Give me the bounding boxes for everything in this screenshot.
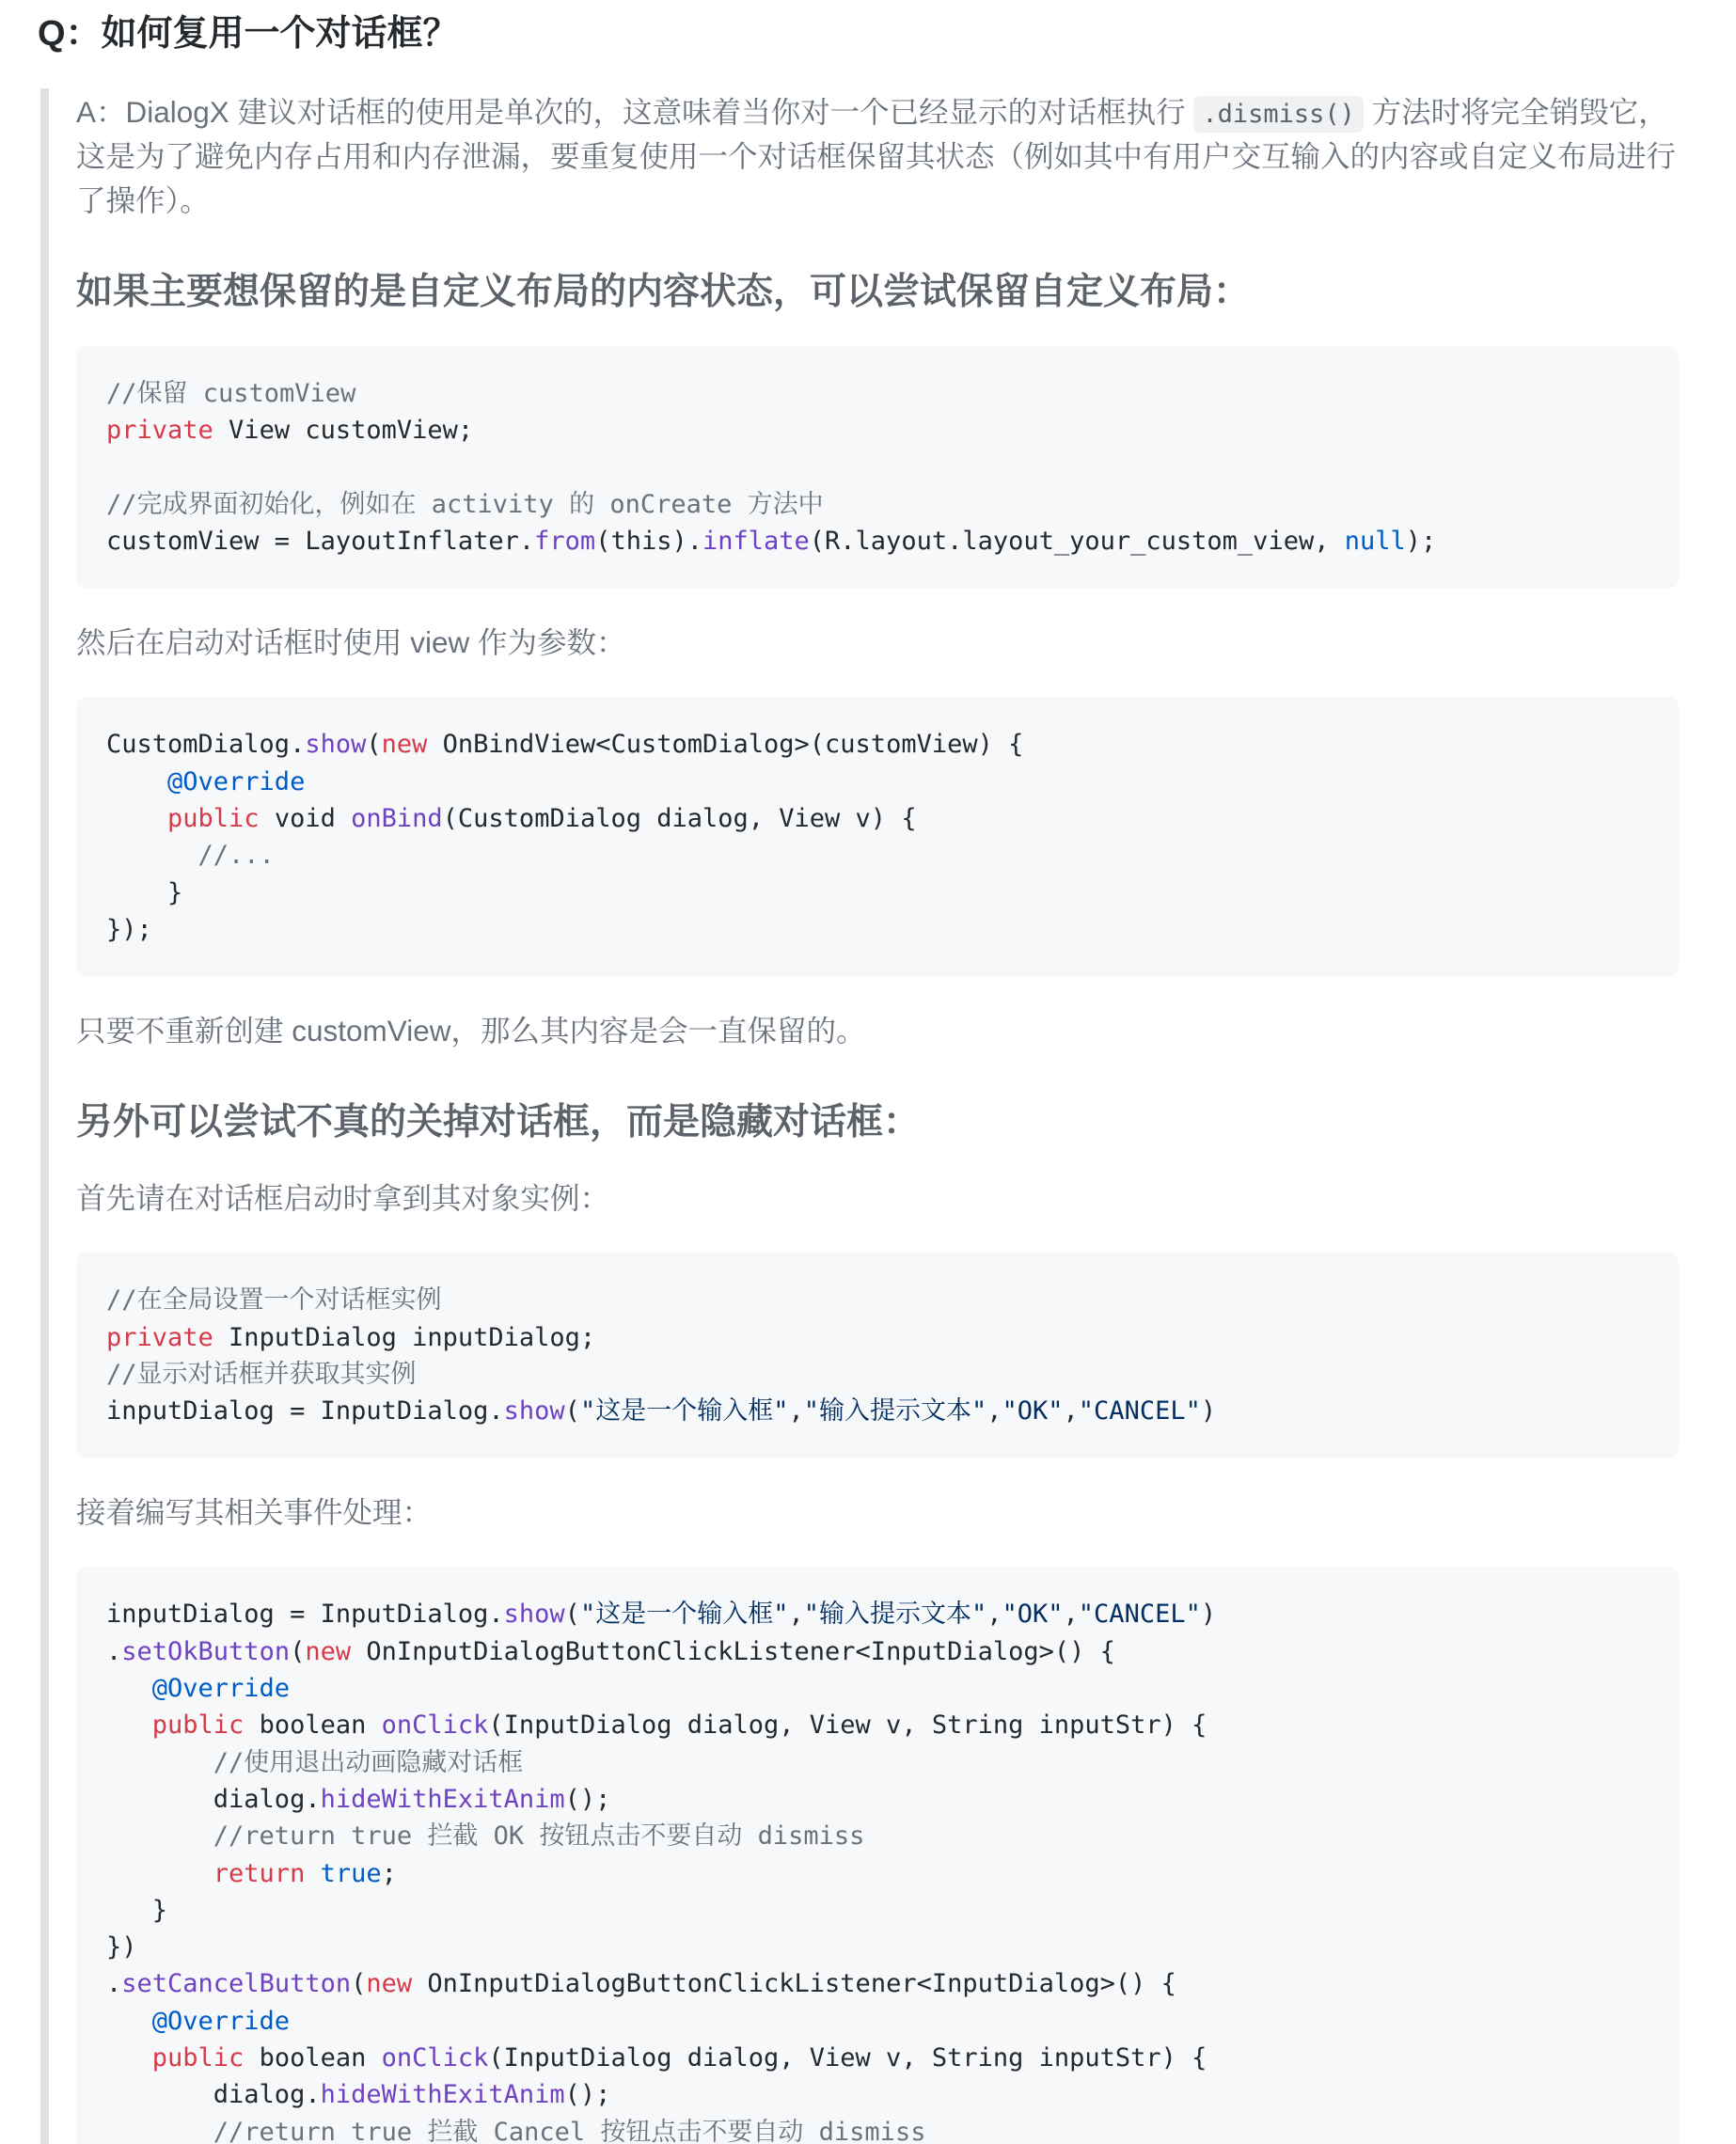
code-token: OnInputDialogButtonClickListener<InputDialog>() { <box>412 1969 1176 1999</box>
code-token: inputDialog = InputDialog. <box>106 1396 504 1427</box>
code-token: hideWithExitAnim <box>320 1784 565 1814</box>
paragraph-show-with-view: 然后在启动对话框时使用 view 作为参数： <box>76 625 626 660</box>
paragraph-event-handling: 接着编写其相关事件处理： <box>76 1495 433 1530</box>
code-content <box>106 375 1649 560</box>
code-line <box>106 875 1649 911</box>
code-token: customView = LayoutInflater. <box>106 527 535 557</box>
code-line <box>106 2003 1649 2040</box>
paragraph-keep-custom-view: 只要不重新创建 customView，那么其内容是会一直保留的。 <box>76 1014 866 1048</box>
code-line <box>106 1744 1649 1781</box>
code-token: //使用退出动画隐藏对话框 <box>106 1747 524 1777</box>
code-token: show <box>305 730 367 760</box>
code-token: "OK" <box>1002 1600 1064 1630</box>
code-token: "这是一个输入框" <box>579 1600 789 1630</box>
code-token: onClick <box>381 2043 489 2073</box>
code-token: , <box>788 1600 804 1630</box>
code-line <box>106 1855 1649 1892</box>
code-line <box>106 1892 1649 1929</box>
code-token: //显示对话框并获取其实例 <box>106 1359 417 1389</box>
code-content <box>106 1282 1649 1429</box>
intro-text-after: 方法时将完全销毁它，这是为了避免内存占用和内存泄漏，要重复使用一个对话框保留其状态（例如其中有用户交互输入的内容或自定义布局进行了操作）。 <box>76 95 1677 217</box>
code-token: (); <box>564 2080 611 2110</box>
intro-text-before: A：DialogX 建议对话框的使用是单次的，这意味着当你对一个已经显示的对话框执行 <box>76 95 1194 129</box>
code-token: , <box>986 1396 1002 1427</box>
code-token: null <box>1344 527 1406 557</box>
code-token: setCancelButton <box>121 1969 352 1999</box>
section-heading-keep-custom-view: 如果主要想保留的是自定义布局的内容状态，可以尝试保留自定义布局： <box>76 272 1251 312</box>
code-token: } <box>106 877 183 907</box>
code-token: , <box>1063 1396 1079 1427</box>
code-token: InputDialog inputDialog; <box>213 1322 596 1352</box>
code-token: @Override <box>106 766 306 796</box>
code-token: show <box>503 1600 565 1630</box>
answer-blockquote <box>40 88 1679 2144</box>
code-token: boolean <box>244 1710 382 1741</box>
code-token: (CustomDialog dialog, View v) { <box>442 804 917 834</box>
code-token: , <box>788 1396 804 1427</box>
code-line <box>106 2076 1649 2113</box>
code-line <box>106 764 1649 800</box>
code-token: boolean <box>244 2043 382 2073</box>
code-token: //完成界面初始化，例如在 activity 的 onCreate 方法中 <box>106 489 824 519</box>
code-token: . <box>106 1969 122 1999</box>
code-token: //return true 拦截 OK 按钮点击不要自动 dismiss <box>106 1821 865 1852</box>
code-line <box>106 1393 1649 1429</box>
code-token: @Override <box>106 1674 291 1704</box>
code-token: from <box>534 527 596 557</box>
code-token: ( <box>564 1396 580 1427</box>
code-token: , <box>986 1600 1002 1630</box>
code-token: (InputDialog dialog, View v, String inputStr) { <box>488 1710 1207 1741</box>
code-token: hideWithExitAnim <box>320 2080 565 2110</box>
code-content <box>106 726 1649 948</box>
code-token: , <box>1063 1600 1079 1630</box>
code-token: new <box>305 1636 352 1666</box>
code-line <box>106 911 1649 948</box>
section-heading-hide-dialog: 另外可以尝试不真的关掉对话框，而是隐藏对话框： <box>76 1102 921 1143</box>
code-line <box>106 2040 1649 2076</box>
code-block-input-dialog-instance <box>76 1253 1679 1458</box>
code-token: ( <box>290 1636 306 1666</box>
paragraph-get-instance: 首先请在对话框启动时拿到其对象实例： <box>76 1181 610 1216</box>
code-line <box>106 1818 1649 1854</box>
code-block-input-dialog-events <box>76 1567 1679 2144</box>
code-line <box>106 412 1649 449</box>
code-token: dialog. <box>106 2080 321 2110</box>
code-token: public <box>106 2043 245 2073</box>
code-block-show-with-view <box>76 697 1679 977</box>
code-token: (); <box>564 1784 611 1814</box>
code-token: "这是一个输入框" <box>579 1396 789 1427</box>
code-token: new <box>381 730 428 760</box>
code-token: private <box>106 1322 213 1352</box>
code-token: "OK" <box>1002 1396 1064 1427</box>
code-token: ( <box>564 1600 580 1630</box>
code-line <box>106 523 1649 560</box>
code-line <box>106 449 1649 486</box>
code-token: (this). <box>595 527 702 557</box>
code-line <box>106 1356 1649 1393</box>
code-token: void <box>259 804 352 834</box>
code-token: ; <box>381 1858 397 1888</box>
code-token: onBind <box>351 804 443 834</box>
code-token: //return true 拦截 Cancel 按钮点击不要自动 dismiss <box>106 2117 926 2144</box>
code-token: "CANCEL" <box>1078 1396 1201 1427</box>
code-token: //保留 customView <box>106 379 356 408</box>
code-line <box>106 1596 1649 1632</box>
code-token: true <box>305 1858 382 1888</box>
code-line <box>106 800 1649 837</box>
code-line <box>106 726 1649 763</box>
code-line <box>106 1929 1649 1965</box>
code-line <box>106 837 1649 874</box>
code-token: "输入提示文本" <box>803 1396 987 1427</box>
code-token: OnBindView<CustomDialog>(customView) { <box>427 730 1024 760</box>
code-token: "输入提示文本" <box>803 1600 987 1630</box>
code-token: public <box>106 804 260 834</box>
code-line <box>106 1965 1649 2002</box>
code-token: ( <box>351 1969 367 1999</box>
code-token: CustomDialog. <box>106 730 306 760</box>
code-token: OnInputDialogButtonClickListener<InputDialog>() { <box>351 1636 1115 1666</box>
code-content <box>106 1596 1649 2144</box>
code-line <box>106 375 1649 412</box>
code-token: //... <box>106 841 275 871</box>
code-token: ); <box>1405 527 1437 557</box>
code-token: }) <box>106 1932 137 1963</box>
code-line <box>106 2114 1649 2144</box>
code-token: ) <box>1200 1396 1217 1427</box>
code-token: "CANCEL" <box>1078 1600 1201 1630</box>
code-token: //在全局设置一个对话框实例 <box>106 1285 442 1316</box>
code-line <box>106 1781 1649 1818</box>
code-line <box>106 486 1649 523</box>
code-token: dialog. <box>106 1784 321 1814</box>
code-token: private <box>106 416 213 446</box>
code-token: } <box>106 1895 168 1925</box>
inline-code-dismiss: .dismiss() <box>1193 96 1364 133</box>
answer-intro-paragraph <box>76 90 1679 223</box>
code-token: (InputDialog dialog, View v, String inputStr) { <box>488 2043 1207 2073</box>
code-token: @Override <box>106 2006 291 2036</box>
code-line <box>106 1319 1649 1356</box>
code-token: onClick <box>381 1710 489 1741</box>
code-token: return <box>106 1858 306 1888</box>
code-token: ( <box>366 730 382 760</box>
code-line <box>106 1633 1649 1670</box>
code-token: (R.layout.layout_your_custom_view, <box>809 527 1345 557</box>
code-token: inputDialog = InputDialog. <box>106 1600 504 1630</box>
code-line <box>106 1707 1649 1743</box>
code-token: new <box>366 1969 413 1999</box>
code-token: . <box>106 1636 122 1666</box>
code-token: show <box>503 1396 565 1427</box>
code-token: View customView; <box>213 416 474 446</box>
code-token: inflate <box>702 527 810 557</box>
code-token: ) <box>1200 1600 1217 1630</box>
code-line <box>106 1670 1649 1707</box>
code-token: }); <box>106 914 152 944</box>
code-block-custom-view-init <box>76 346 1679 589</box>
question-title: Q：如何复用一个对话框？ <box>38 14 459 54</box>
code-line <box>106 1282 1649 1318</box>
code-token: public <box>106 1710 245 1741</box>
code-token: setOkButton <box>121 1636 291 1666</box>
